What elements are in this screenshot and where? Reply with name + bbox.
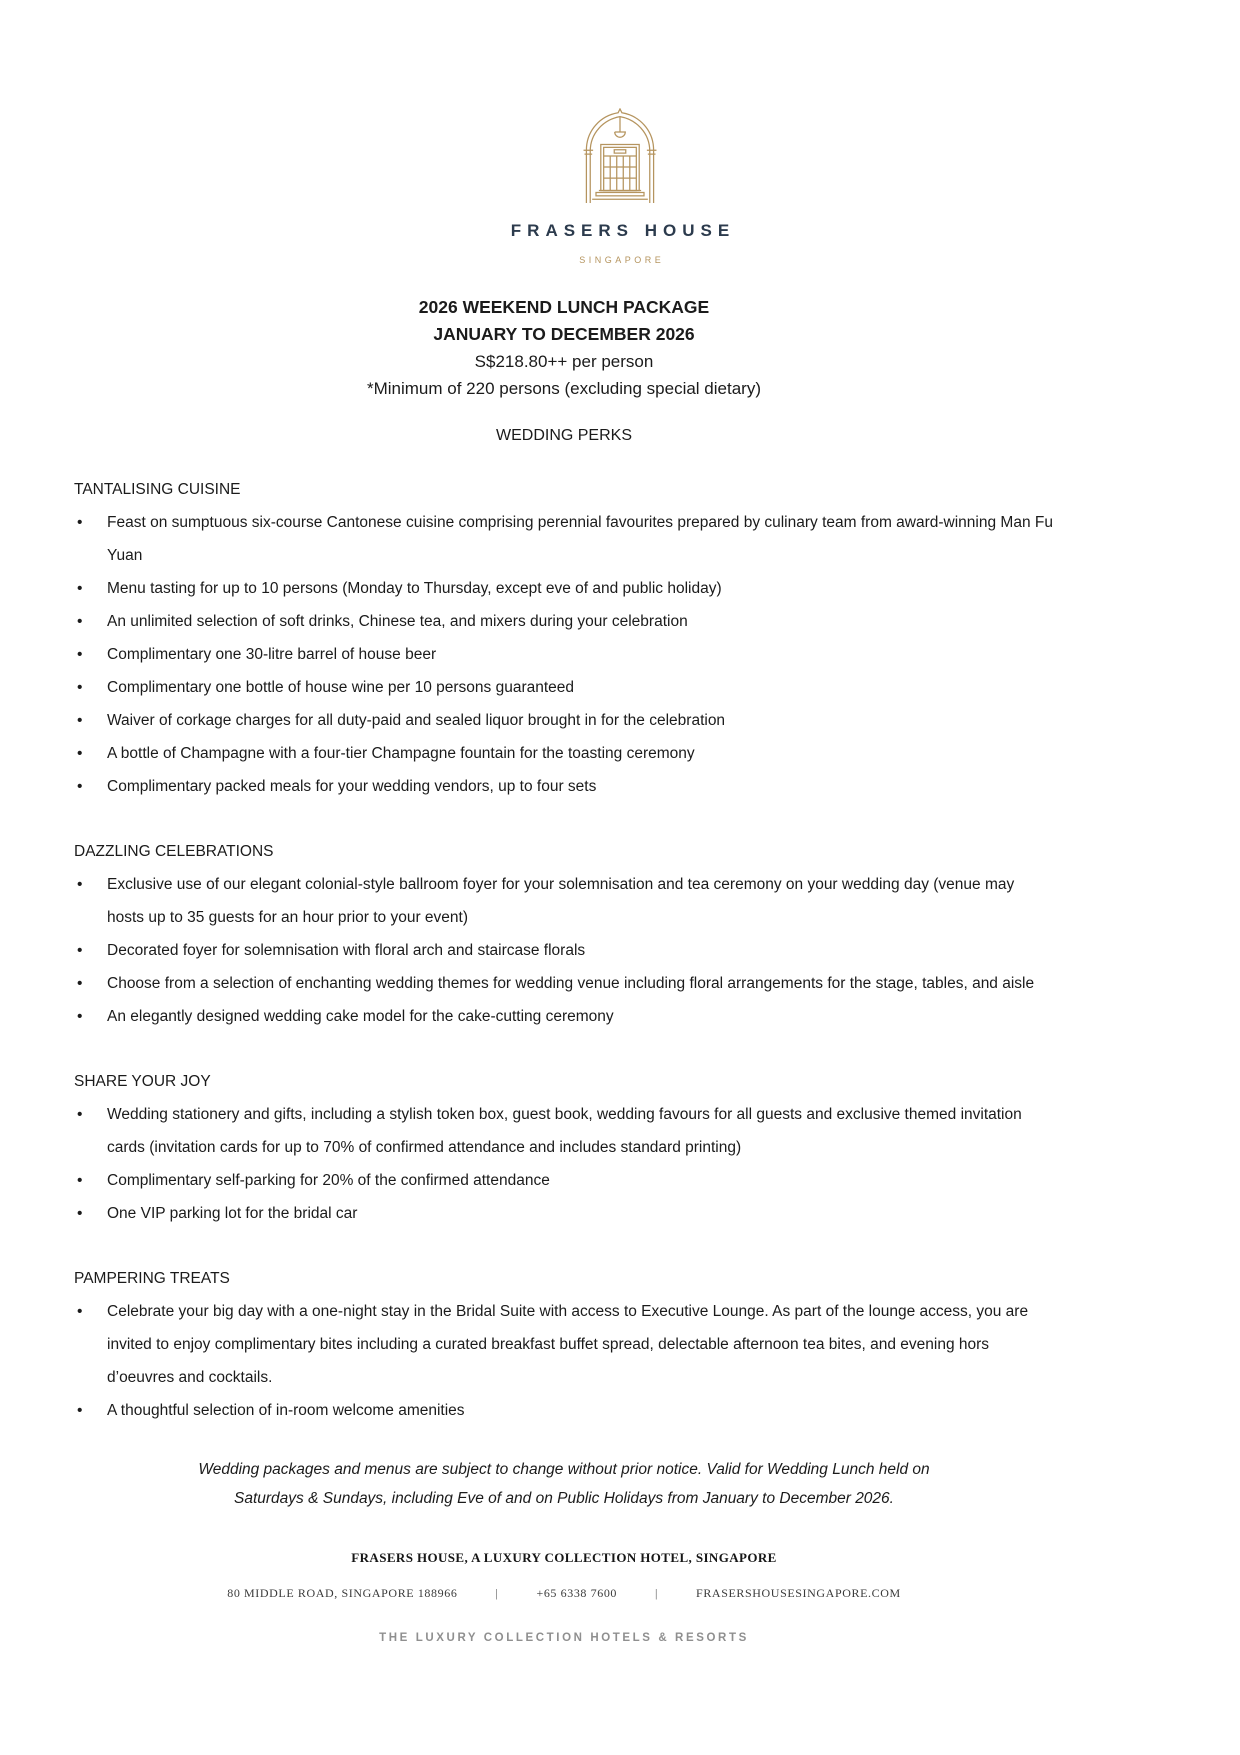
footer-phone: +65 6338 7600: [536, 1586, 618, 1600]
section-bullet-list: [74, 868, 1054, 1033]
brand-wordmark: FRASERS HOUSE: [510, 221, 736, 240]
package-title-block: [74, 294, 1054, 402]
bullet-item: • Complimentary one 30-litre barrel of house beer: [74, 638, 1054, 671]
perk-section: [74, 1262, 1054, 1427]
package-title: 2026 WEEKEND LUNCH PACKAGE: [418, 297, 710, 317]
footer-contact-line: [74, 1585, 1054, 1601]
bullet-item: • Complimentary packed meals for your wedding vendors, up to four sets: [74, 770, 1054, 803]
bullet-item: • Celebrate your big day with a one-night stay in the Bridal Suite with access to Executive Lounge. As part of the lounge access, you are invited to enjoy complimentary bites including a curated breakfast buffet spread, delectable afternoon tea bites, and evening hors d’oeuvres and cocktails.: [74, 1295, 1054, 1394]
bullet-item: • Decorated foyer for solemnisation with floral arch and staircase florals: [74, 934, 1054, 967]
section-bullet-list: [74, 506, 1054, 803]
section-heading: TANTALISING CUISINE: [74, 481, 241, 498]
brand-wordmark-location: SINGAPORE: [579, 255, 665, 265]
document-body: [74, 294, 1054, 1645]
bullet-item: • A thoughtful selection of in-room welcome amenities: [74, 1394, 1054, 1427]
arch-window-lamp-icon: [578, 108, 662, 204]
bullet-item: • Exclusive use of our elegant colonial-style ballroom foyer for your solemnisation and tea ceremony on your wedding day (venue may hosts up to 35 guests for an hour prior to your event): [74, 868, 1054, 934]
perk-section: [74, 835, 1054, 1033]
footer-address: 80 MIDDLE ROAD, SINGAPORE 188966: [227, 1586, 458, 1600]
section-bullet-list: [74, 1295, 1054, 1427]
section-heading: SHARE YOUR JOY: [74, 1073, 211, 1090]
section-bullet-list: [74, 1098, 1054, 1230]
bullet-item: • Complimentary self-parking for 20% of the confirmed attendance: [74, 1164, 1054, 1197]
footer-website: FRASERSHOUSESINGAPORE.COM: [696, 1586, 901, 1600]
hotel-name-line: FRASERS HOUSE, A LUXURY COLLECTION HOTEL, SINGAPORE: [351, 1550, 777, 1565]
collection-brand-line: THE LUXURY COLLECTION HOTELS & RESORTS: [379, 1632, 749, 1644]
package-minimum-note: *Minimum of 220 persons (excluding special dietary): [366, 379, 761, 398]
bullet-item: • Choose from a selection of enchanting wedding themes for wedding venue including floral arrangements for the stage, tables, and aisle: [74, 967, 1054, 1000]
section-heading: PAMPERING TREATS: [74, 1270, 230, 1287]
bullet-item: • A bottle of Champagne with a four-tier Champagne fountain for the toasting ceremony: [74, 737, 1054, 770]
package-date-range: JANUARY TO DECEMBER 2026: [433, 324, 695, 344]
disclaimer-note: Wedding packages and menus are subject to change without prior notice. Valid for Wedding Lunch held on Saturdays & Sundays, including Eve of and on Public Holidays from January to December 2026.: [198, 1461, 930, 1507]
bullet-item: • An unlimited selection of soft drinks, Chinese tea, and mixers during your celebration: [74, 605, 1054, 638]
perk-section: [74, 473, 1054, 803]
bullet-item: • Complimentary one bottle of house wine per 10 persons guaranteed: [74, 671, 1054, 704]
footer-separator: |: [495, 1586, 499, 1600]
footer-separator: |: [655, 1586, 659, 1600]
bullet-item: • Wedding stationery and gifts, including a stylish token box, guest book, wedding favours for all guests and exclusive themed invitation cards (invitation cards for up to 70% of confirmed attendance and includes standard printing): [74, 1098, 1054, 1164]
bullet-item: • Feast on sumptuous six-course Cantonese cuisine comprising perennial favourites prepared by culinary team from award-winning Man Fu Yuan: [74, 506, 1054, 572]
brand-header: [0, 0, 1240, 266]
bullet-item: • An elegantly designed wedding cake model for the cake-cutting ceremony: [74, 1000, 1054, 1033]
bullet-item: • Menu tasting for up to 10 persons (Monday to Thursday, except eve of and public holiday): [74, 572, 1054, 605]
bullet-item: • Waiver of corkage charges for all duty-paid and sealed liquor brought in for the celebration: [74, 704, 1054, 737]
section-heading: DAZZLING CELEBRATIONS: [74, 843, 274, 860]
bullet-item: • One VIP parking lot for the bridal car: [74, 1197, 1054, 1230]
wedding-perks-heading: WEDDING PERKS: [495, 427, 632, 444]
package-price: S$218.80++ per person: [474, 352, 654, 371]
perk-section: [74, 1065, 1054, 1230]
perks-sections: [74, 473, 1054, 1427]
document-footer: [74, 1549, 1054, 1645]
